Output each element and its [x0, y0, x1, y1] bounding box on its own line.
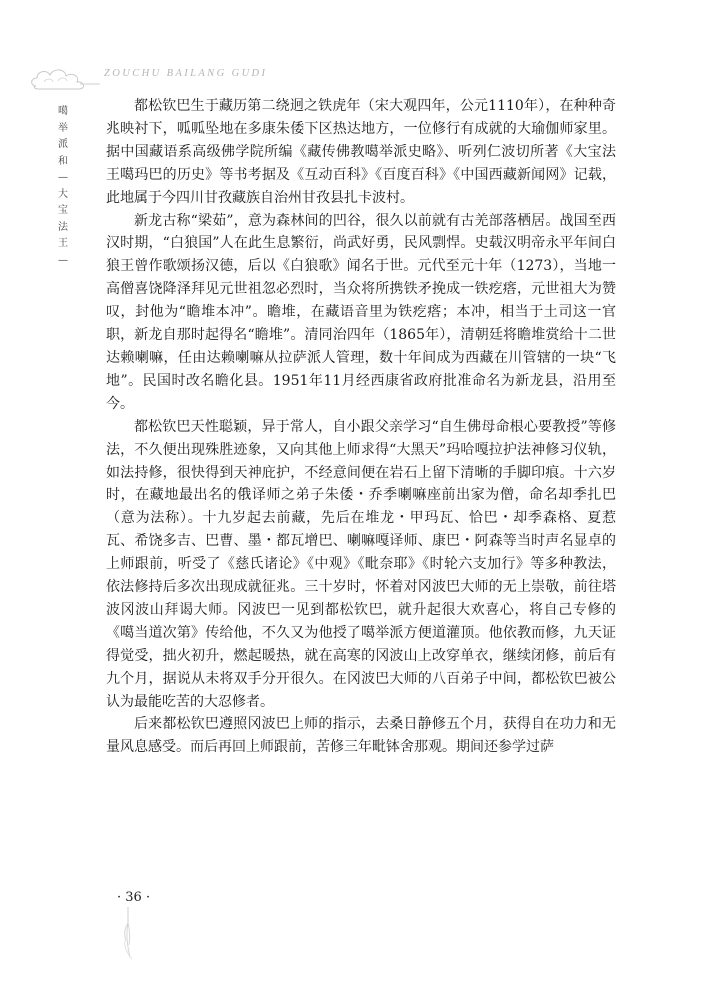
side-title-char: 法: [58, 221, 68, 233]
body-text: [106, 95, 616, 759]
tassel-ornament: [118, 905, 148, 965]
cloud-ornament: [28, 60, 128, 100]
side-title-char: 王: [58, 238, 68, 249]
running-head: ZOUCHU BAILANG GUDI: [104, 68, 268, 79]
vertical-chapter-title: [56, 104, 70, 269]
side-title-char: 噶: [58, 106, 68, 117]
paragraph: 后来都松钦巴遵照冈波巴上师的指示，去桑日静修五个月，获得自在功力和无量风息感受。而后再回上师跟前，苦修三年毗钵舍那观。期间还参学过萨: [106, 716, 616, 756]
side-title-char: 派: [58, 139, 68, 150]
side-title-char: 大: [58, 188, 68, 200]
side-title-char: 举: [58, 122, 68, 134]
side-title-char: 宝: [58, 205, 68, 216]
side-title-char: 和: [58, 155, 68, 167]
paragraph: 都松钦巴天性聪颖，异于常人，自小跟父亲学习“自生佛母命根心要教授”等修法，不久便出现殊胜迹象，又向其他上师求得“大黑天”玛哈嘎拉护法神修习仪轨，如法持修，很快得到天神庇护，不经意间便在岩石上留下清晰的手脚印痕。十六岁时，在藏地最出名的俄译师之弟子朱倭・乔季喇嘛座前出家为僧，命名却季扎巴（意为法称）。十九岁起去前藏，先后在堆龙・甲玛瓦、恰巴・却季森格、夏惹瓦、希饶多吉、巴曹、墨・都瓦增巴、喇嘛嘎译师、康巴・阿森等当时声名显卓的上师跟前，听受了《慈氏诸论》《中观》《毗奈耶》《时轮六支加行》等多种教法，依法修持后多次出现成就征兆。三十岁时，怀着对冈波巴大师的无上崇敬，前往塔波冈波山拜谒大师。冈波巴一见到都松钦巴，就升起很大欢喜心，将自己专修的《噶当道次第》传给他，不久又为他授了噶举派方便道灌顶。他依教而修，九天证得觉受，拙火初升，燃起暖热，就在高寒的冈波山上改穿单衣，继续闭修，前后有九个月，据说从未将双手分开很久。在冈波巴大师的八百弟子中间，都松钦巴被公认为最能吃苦的大忍修者。: [106, 418, 616, 710]
side-title-char: —: [58, 254, 68, 266]
side-title-char: —: [58, 172, 68, 183]
paragraph: 都松钦巴生于藏历第二绕迥之铁虎年（宋大观四年，公元1110年），在种种奇兆映衬下，呱呱坠地在多康朱倭下区热达地方，一位修行有成就的大瑜伽师家里。据中国藏语系高级佛学院所编《藏传佛教噶举派史略》、听列仁波切所著《大宝法王噶玛巴的历史》等书考据及《互动百科》《百度百科》《中国西藏新闻网》记载，此地属于今四川甘孜藏族自治州甘孜县扎卡波村。: [106, 98, 616, 206]
page-number: · 36 ·: [117, 890, 151, 905]
paragraph: 新龙古称“梁茹”，意为森林间的凹谷，很久以前就有古羌部落栖居。战国至西汉时期，“白狼国”人在此生息繁衍，尚武好勇，民风剽悍。史载汉明帝永平年间白狼王曾作歌颂扬汉德，后以《白狼歌》闻名于世。元代至元十年（1273），当地一高僧喜饶降泽拜见元世祖忽必烈时，当众将所携铁矛挽成一铁疙瘩，元世祖大为赞叹，封他为“瞻堆本冲”。瞻堆，在藏语音里为铁疙瘩；本冲，相当于土司这一官职，新龙自那时起得名“瞻堆”。清同治四年（1865年），清朝廷将瞻堆赏给十二世达赖喇嘛，任由达赖喇嘛从拉萨派人管理，数十年间成为西藏在川管辖的一块“飞地”。民国时改名瞻化县。1951年11月经西康省政府批准命名为新龙县，沿用至今。: [106, 212, 616, 412]
